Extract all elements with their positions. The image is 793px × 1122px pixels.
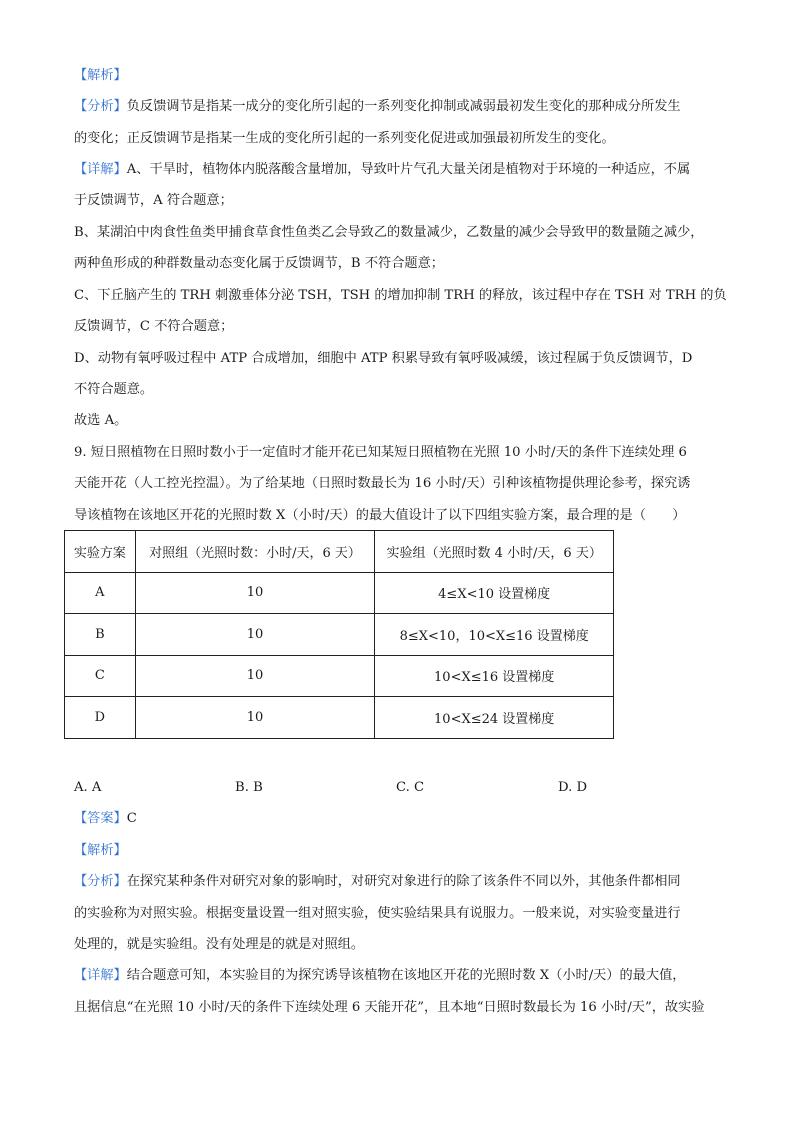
table-cell: 8≤X<10，10<X≤16 设置梯度 xyxy=(375,614,614,656)
detail-paragraph-line: 不符合题意。 xyxy=(74,382,154,397)
analysis-tag: 【解析】 xyxy=(74,843,127,858)
question-stem-line: 天能开花（人工控光控温）。为了给某地（日照时数最长为 16 小时/天）引种该植物提供理论参考，探究诱 xyxy=(74,476,691,491)
fenxi-tag: 【分析】 xyxy=(74,874,127,889)
xiangjie-tag: 【详解】 xyxy=(74,968,127,983)
table-header-cell: 实验方案 xyxy=(65,531,136,573)
answer-tag: 【答案】 xyxy=(74,811,127,826)
table-cell: 10 xyxy=(135,572,375,614)
question-stem-line: 导该植物在该地区开花的光照时数 X（小时/天）的最大值设计了以下四组实验方案，最合理的是（ ） xyxy=(74,508,686,523)
detail-paragraph-line: 两种鱼形成的种群数量动态变化属于反馈调节，B 不符合题意； xyxy=(74,256,444,271)
table-row xyxy=(65,614,614,656)
table-header-cell: 对照组（光照时数：小时/天，6 天） xyxy=(135,531,375,573)
detail-paragraph-line: 反馈调节，C 不符合题意； xyxy=(74,319,234,334)
option-b: B. B xyxy=(235,780,263,795)
detail-paragraph-line: D、动物有氧呼吸过程中 ATP 合成增加，细胞中 ATP 积累导致有氧呼吸减缓，该过程属于负反馈调节，D xyxy=(74,351,693,366)
table-cell: 10 xyxy=(135,697,375,739)
option-a: A. A xyxy=(74,780,102,795)
detail-paragraph-line: B、某湖泊中肉食性鱼类甲捕食草食性鱼类乙会导致乙的数量减少，乙数量的减少会导致甲的数量随之减少， xyxy=(74,225,704,240)
analysis-paragraph-line: 处理的，就是实验组。没有处理是的就是对照组。 xyxy=(74,937,365,952)
detail-paragraph-line: 且据信息“在光照 10 小时/天的条件下连续处理 6 天能开花”，且本地“日照时数最长为 16 小时/天”，故实验 xyxy=(74,1000,705,1015)
table-header-cell: 实验组（光照时数 4 小时/天，6 天） xyxy=(375,531,614,573)
conclusion-line: 故选 A。 xyxy=(74,413,128,428)
table-row xyxy=(65,697,614,739)
table-cell: 10 xyxy=(135,614,375,656)
answer-value: C xyxy=(126,811,137,826)
analysis-paragraph-line: 的实验称为对照实验。根据变量设置一组对照实验，使实验结果具有说服力。一般来说，对实验变量进行 xyxy=(74,906,681,921)
answer-options xyxy=(74,778,674,798)
question-stem-line: 9. 短日照植物在日照时数小于一定值时才能开花已知某短日照植物在光照 10 小时/天的条件下连续处理 6 xyxy=(74,445,687,460)
table-cell: D xyxy=(65,697,136,739)
table-cell: 10<X≤24 设置梯度 xyxy=(375,697,614,739)
option-c: C. C xyxy=(396,780,425,795)
fenxi-tag: 【分析】 xyxy=(74,99,127,114)
detail-paragraph-line: 【详解】A、干旱时，植物体内脱落酸含量增加，导致叶片气孔大量关闭是植物对于环境的一种适应，不属 xyxy=(74,162,691,177)
table-row xyxy=(65,655,614,697)
table-cell: 4≤X<10 设置梯度 xyxy=(375,572,614,614)
table-cell: 10 xyxy=(135,655,375,697)
option-d: D. D xyxy=(558,780,588,795)
table-cell: C xyxy=(65,655,136,697)
analysis-tag: 【解析】 xyxy=(74,68,127,83)
detail-paragraph-line: 于反馈调节，A 符合题意； xyxy=(74,193,233,208)
analysis-paragraph-line: 【分析】负反馈调节是指某一成分的变化所引起的一系列变化抑制或减弱最初发生变化的那种成分所发生 xyxy=(74,99,681,114)
answer-line xyxy=(74,809,137,829)
table-cell: B xyxy=(65,614,136,656)
table-cell: 10<X≤16 设置梯度 xyxy=(375,655,614,697)
table-header-row xyxy=(65,531,614,573)
analysis-paragraph-line: 【分析】在探究某种条件对研究对象的影响时，对研究对象进行的除了该条件不同以外，其他条件都相同 xyxy=(74,874,681,889)
analysis-paragraph-line: 的变化；正反馈调节是指某一生成的变化所引起的一系列变化促进或加强最初所发生的变化。 xyxy=(74,131,615,146)
detail-paragraph-line: C、下丘脑产生的 TRH 刺激垂体分泌 TSH，TSH 的增加抑制 TRH 的释放，该过程中存在 TSH 对 TRH 的负 xyxy=(74,288,727,303)
experiment-table xyxy=(64,530,614,739)
table-cell: A xyxy=(65,572,136,614)
xiangjie-tag: 【详解】 xyxy=(74,162,127,177)
detail-paragraph-line: 【详解】结合题意可知，本实验目的为探究诱导该植物在该地区开花的光照时数 X（小时/天）的最大值， xyxy=(74,968,686,983)
table-row xyxy=(65,572,614,614)
